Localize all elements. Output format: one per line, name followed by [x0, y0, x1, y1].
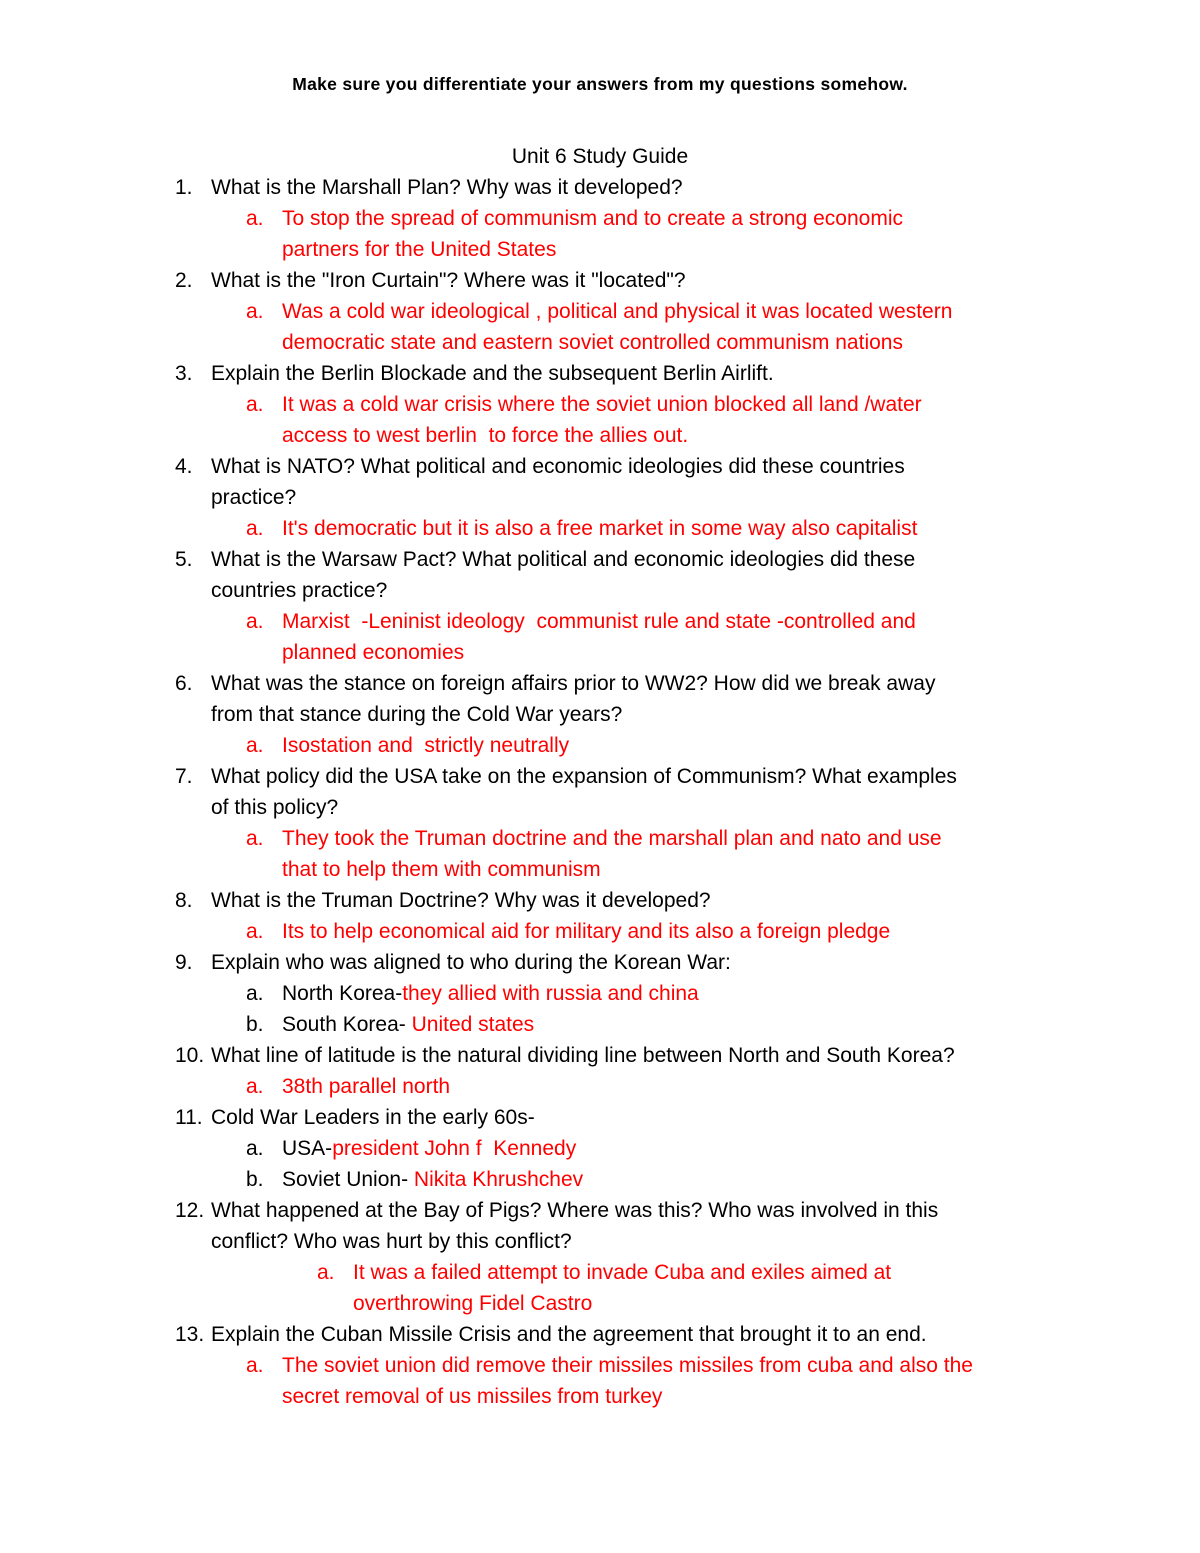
question-continuation: [0, 575, 1200, 606]
answer-continuation: [0, 1381, 1200, 1412]
question-number: 5.: [175, 548, 193, 571]
question-number: 8.: [175, 889, 193, 912]
question-text: countries practice?: [211, 579, 388, 602]
question-text: Explain the Cuban Missile Crisis and the agreement that brought it to an end.: [211, 1323, 927, 1346]
question-item: [0, 265, 1200, 296]
answer-text: They took the Truman doctrine and the marshall plan and nato and use: [282, 827, 942, 850]
question-text: practice?: [211, 486, 297, 509]
sub-item: [0, 1009, 1200, 1040]
question-item: [0, 451, 1200, 482]
answer-text: The soviet union did remove their missiles missiles from cuba and also the: [282, 1354, 973, 1377]
question-item: [0, 885, 1200, 916]
question-number: 1.: [175, 176, 193, 199]
answer-letter: a.: [246, 300, 264, 323]
question-continuation: [0, 1226, 1200, 1257]
answer-text: secret removal of us missiles from turkey: [282, 1385, 663, 1408]
page-title: Unit 6 Study Guide: [511, 145, 689, 168]
sub-item-label: Soviet Union-: [282, 1168, 414, 1191]
answer-text: 38th parallel north: [282, 1075, 451, 1098]
question-number: 6.: [175, 672, 193, 695]
question-item: [0, 947, 1200, 978]
question-text: What was the stance on foreign affairs prior to WW2? How did we break away: [211, 672, 936, 695]
sub-item-answer: Nikita Khrushchev: [413, 1168, 584, 1191]
question-item: [0, 1195, 1200, 1226]
sub-item-text: [282, 1009, 534, 1040]
question-text: of this policy?: [211, 796, 339, 819]
sub-item: [0, 1133, 1200, 1164]
answer-continuation: [0, 1288, 1200, 1319]
sub-item: [0, 1164, 1200, 1195]
question-number: 2.: [175, 269, 193, 292]
answer-letter: a.: [246, 517, 264, 540]
answer-continuation: [0, 234, 1200, 265]
question-text: What is the Truman Doctrine? Why was it developed?: [211, 889, 711, 912]
sub-item: [0, 978, 1200, 1009]
answer-text: Isostation and strictly neutrally: [282, 734, 570, 757]
question-item: [0, 358, 1200, 389]
answer-text: It's democratic but it is also a free market in some way also capitalist: [282, 517, 918, 540]
answer-item: [0, 1071, 1200, 1102]
question-text: Cold War Leaders in the early 60s-: [211, 1106, 535, 1129]
answer-letter: a.: [246, 1075, 264, 1098]
question-list: [0, 172, 1200, 1412]
answer-item: [0, 606, 1200, 637]
question-number: 11.: [175, 1106, 203, 1129]
question-number: 12.: [175, 1199, 205, 1222]
answer-letter: a.: [246, 920, 264, 943]
answer-text: partners for the United States: [282, 238, 557, 261]
question-continuation: [0, 482, 1200, 513]
answer-item: [0, 389, 1200, 420]
sub-item-letter: a.: [246, 982, 264, 1005]
answer-item: [0, 730, 1200, 761]
answer-item: [0, 1350, 1200, 1381]
answer-continuation: [0, 854, 1200, 885]
answer-text: Marxist -Leninist ideology communist rule and state -controlled and: [282, 610, 916, 633]
sub-item-text: [282, 1133, 576, 1164]
question-number: 13.: [175, 1323, 205, 1346]
question-item: [0, 1102, 1200, 1133]
question-number: 7.: [175, 765, 193, 788]
question-text: What policy did the USA take on the expansion of Communism? What examples: [211, 765, 957, 788]
answer-letter: a.: [246, 207, 264, 230]
answer-continuation: [0, 637, 1200, 668]
answer-item: [0, 1257, 1200, 1288]
question-item: [0, 544, 1200, 575]
answer-text: that to help them with communism: [282, 858, 601, 881]
answer-text: To stop the spread of communism and to create a strong economic: [282, 207, 903, 230]
answer-item: [0, 823, 1200, 854]
answer-text: democratic state and eastern soviet controlled communism nations: [282, 331, 903, 354]
answer-letter: a.: [246, 827, 264, 850]
answer-continuation: [0, 420, 1200, 451]
question-text: What happened at the Bay of Pigs? Where was this? Who was involved in this: [211, 1199, 939, 1222]
question-text: What is the Warsaw Pact? What political and economic ideologies did these: [211, 548, 916, 571]
question-text: What line of latitude is the natural dividing line between North and South Korea?: [211, 1044, 955, 1067]
answer-item: [0, 296, 1200, 327]
answer-text: It was a failed attempt to invade Cuba and exiles aimed at: [353, 1261, 892, 1284]
question-item: [0, 761, 1200, 792]
answer-continuation: [0, 327, 1200, 358]
answer-text: overthrowing Fidel Castro: [353, 1292, 593, 1315]
answer-text: planned economies: [282, 641, 465, 664]
question-text: conflict? Who was hurt by this conflict?: [211, 1230, 572, 1253]
question-item: [0, 1319, 1200, 1350]
sub-item-letter: a.: [246, 1137, 264, 1160]
answer-letter: a.: [246, 393, 264, 416]
question-text: What is NATO? What political and economic ideologies did these countries: [211, 455, 905, 478]
answer-letter: a.: [317, 1261, 335, 1284]
question-text: Explain who was aligned to who during the Korean War:: [211, 951, 731, 974]
sub-item-answer: United states: [411, 1013, 535, 1036]
answer-letter: a.: [246, 1354, 264, 1377]
sub-item-label: North Korea-: [282, 982, 403, 1005]
answer-letter: a.: [246, 610, 264, 633]
question-text: What is the "Iron Curtain"? Where was it "located"?: [211, 269, 686, 292]
sub-item-text: [282, 1164, 583, 1195]
sub-item-answer: they allied with russia and china: [402, 982, 699, 1005]
question-item: [0, 668, 1200, 699]
question-number: 10.: [175, 1044, 205, 1067]
answer-item: [0, 203, 1200, 234]
question-number: 9.: [175, 951, 193, 974]
sub-item-text: [282, 978, 699, 1009]
sub-item-answer: president John f Kennedy: [332, 1137, 577, 1160]
sub-item-label: USA-: [282, 1137, 333, 1160]
instruction-note: Make sure you differentiate your answers from my questions somehow.: [292, 74, 908, 94]
answer-letter: a.: [246, 734, 264, 757]
sub-item-letter: b.: [246, 1168, 264, 1191]
question-continuation: [0, 792, 1200, 823]
question-number: 4.: [175, 455, 193, 478]
question-text: What is the Marshall Plan? Why was it developed?: [211, 176, 683, 199]
question-continuation: [0, 699, 1200, 730]
answer-item: [0, 916, 1200, 947]
answer-text: access to west berlin to force the allies out.: [282, 424, 689, 447]
sub-item-letter: b.: [246, 1013, 264, 1036]
answer-item: [0, 513, 1200, 544]
question-item: [0, 172, 1200, 203]
question-number: 3.: [175, 362, 193, 385]
question-text: Explain the Berlin Blockade and the subsequent Berlin Airlift.: [211, 362, 774, 385]
sub-item-label: South Korea-: [282, 1013, 412, 1036]
answer-text: Its to help economical aid for military and its also a foreign pledge: [282, 920, 891, 943]
answer-text: Was a cold war ideological , political and physical it was located western: [282, 300, 953, 323]
question-item: [0, 1040, 1200, 1071]
answer-text: It was a cold war crisis where the soviet union blocked all land /water: [282, 393, 922, 416]
question-text: from that stance during the Cold War years?: [211, 703, 623, 726]
